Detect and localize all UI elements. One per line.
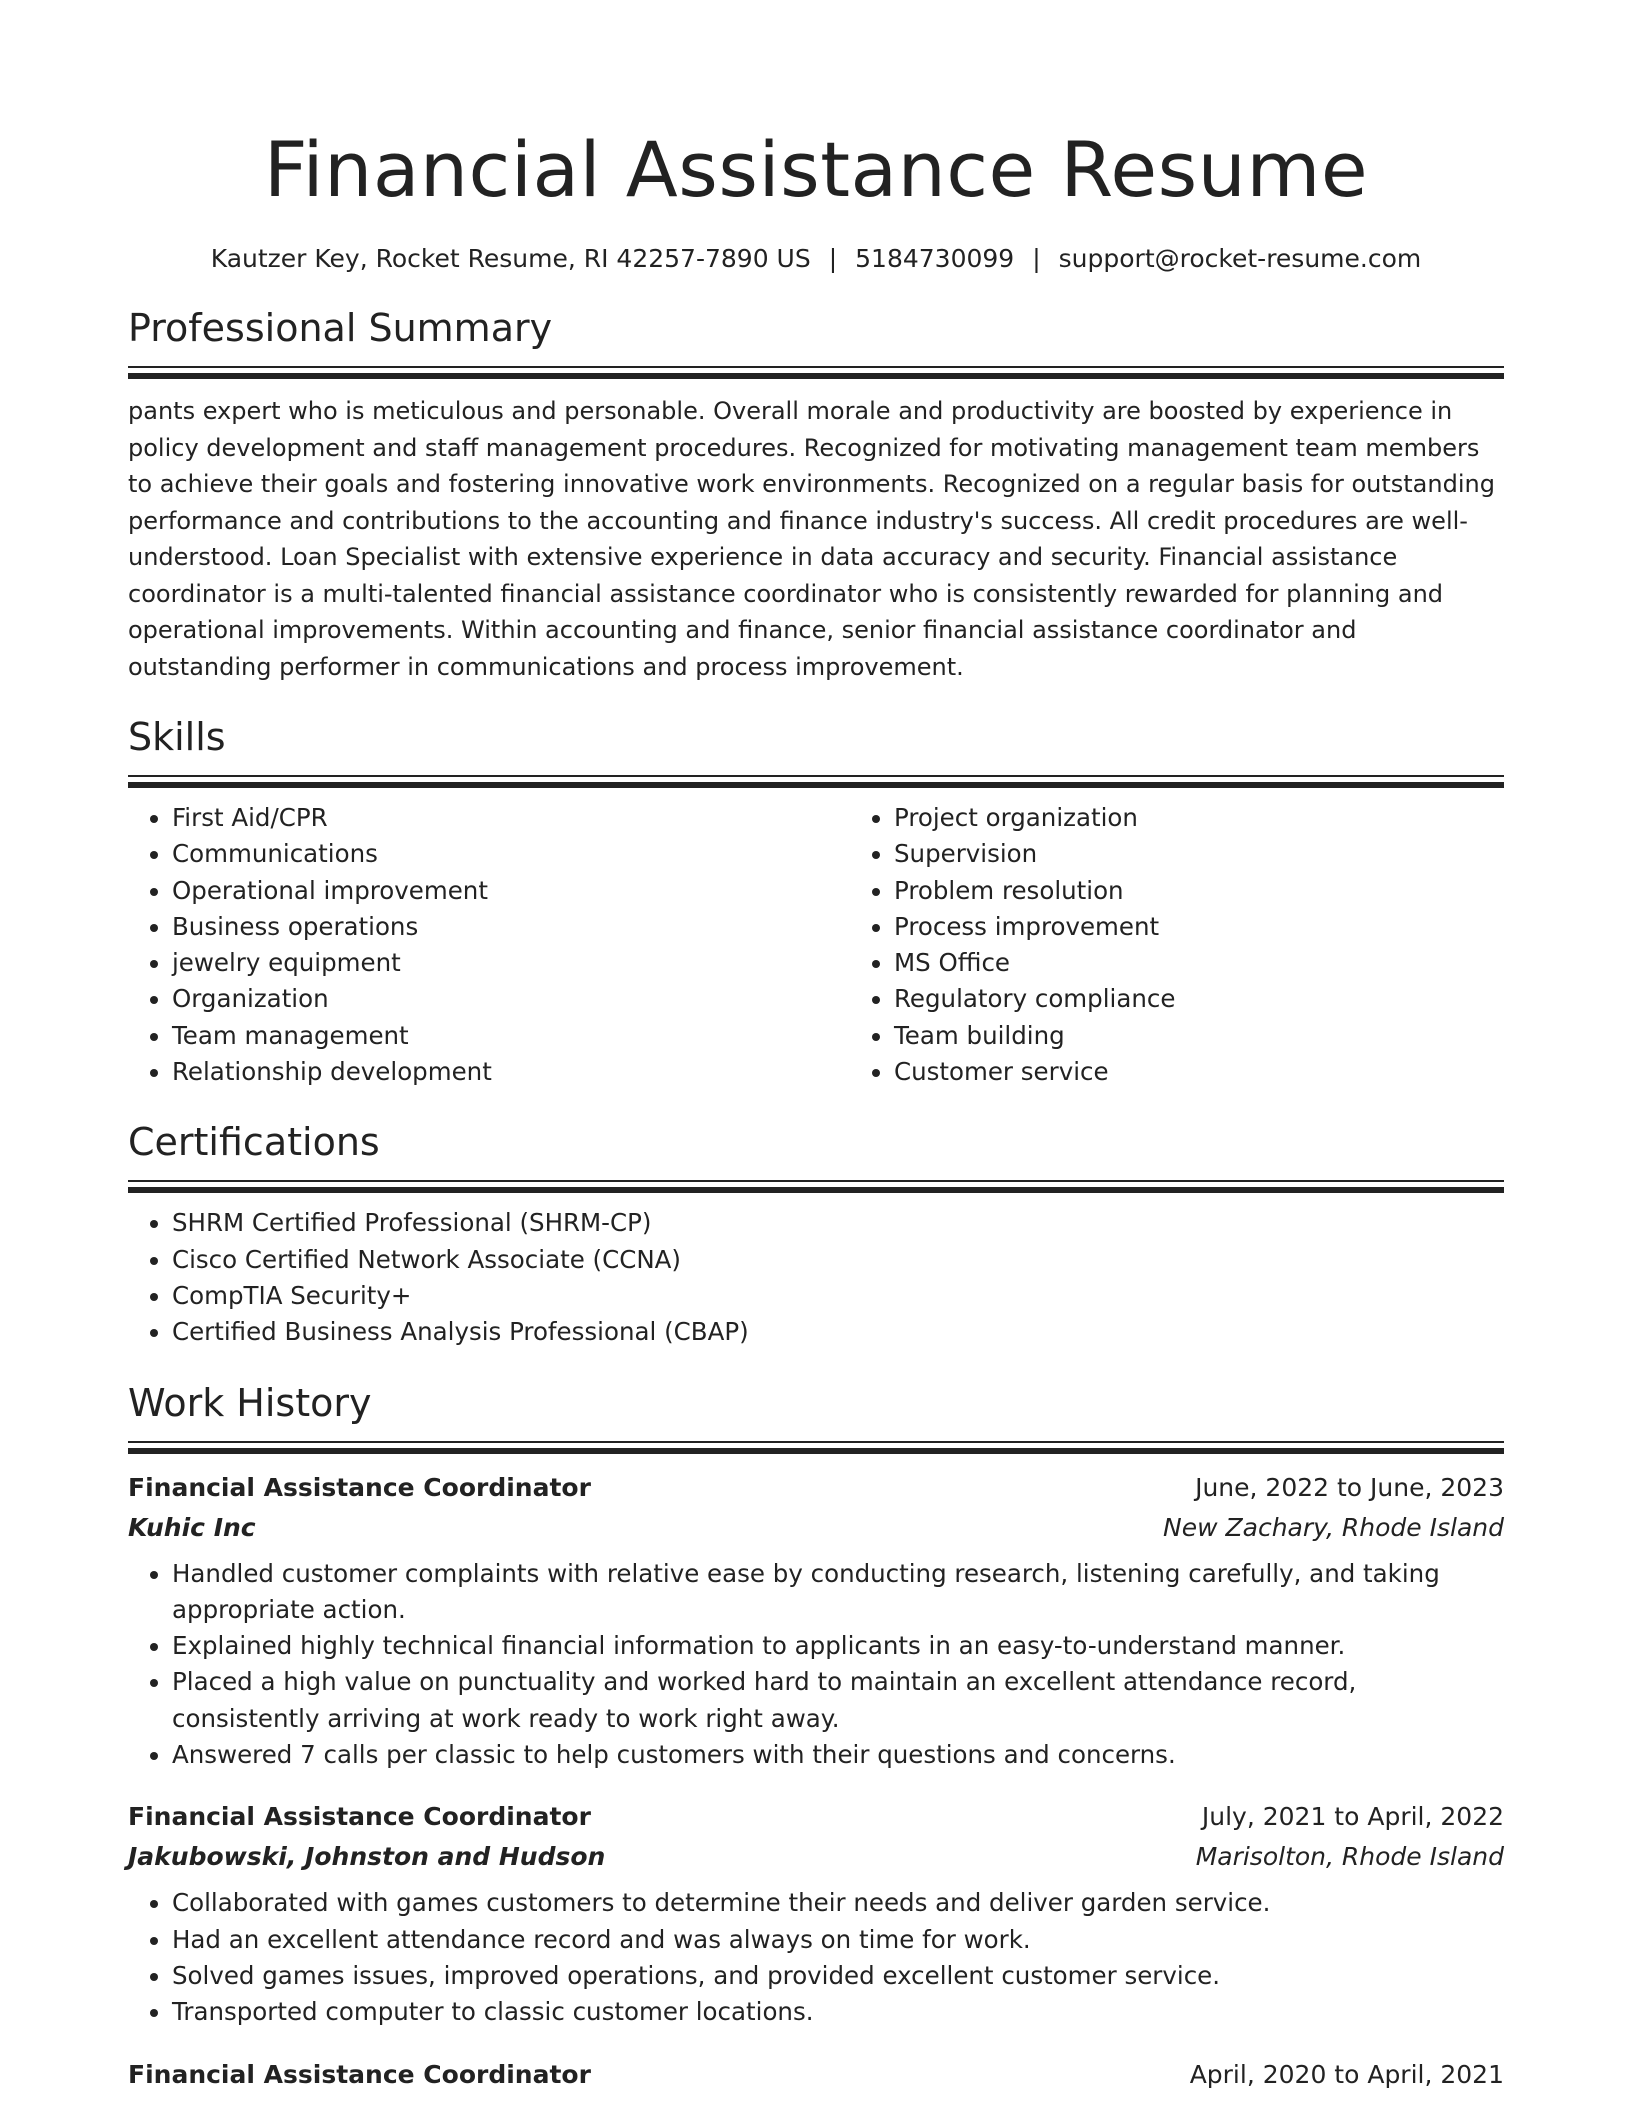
summary-section	[128, 304, 1504, 685]
skills-list-right	[850, 800, 1572, 1090]
job-bullet: • Answered 7 calls per classic to help customers with their questions and concerns.	[172, 1737, 1504, 1773]
summary-text: pants expert who is meticulous and personable. Overall morale and productivity are boosted by experience in policy development and staff management procedures. Recognized for motivating management team members to achieve their goals and fostering innovative work environments. Recognized on a regular basis for outstanding performance and contributions to the accounting and finance industry's success. All credit procedures are well-understood. Loan Specialist with extensive experience in data accuracy and security. Financial assistance coordinator is a multi-talented financial assistance coordinator who is consistently rewarded for planning and operational improvements. Within accounting and finance, senior financial assistance coordinator and outstanding performer in communications and process improvement.	[128, 397, 1495, 681]
job-company: Jakubowski, Johnston and Hudson	[128, 1842, 606, 1872]
skill-item: • Problem resolution	[894, 873, 1572, 909]
skill-item: • Team building	[894, 1018, 1572, 1054]
job-header	[128, 1797, 1504, 1837]
skill-item: • Team management	[172, 1018, 850, 1054]
skill-item: • Operational improvement	[172, 873, 850, 909]
work-history-section	[128, 1379, 1504, 2095]
skills-grid	[128, 788, 1504, 1090]
certifications-heading: Certifications	[128, 1120, 380, 1165]
job-bullet: • Placed a high value on punctuality and worked hard to maintain an excellent attendance record, consistently arriving at work ready to work right away.	[172, 1664, 1504, 1737]
job-dates: July, 2021 to April, 2022	[1201, 1802, 1504, 1832]
skill-item: • Project organization	[894, 800, 1572, 836]
skill-item: • Communications	[172, 836, 850, 872]
job-company: Kuhic Inc	[128, 1512, 256, 1542]
job-bullets	[128, 1885, 1504, 2030]
job-dates: April, 2020 to April, 2021	[1189, 2059, 1504, 2089]
job-title: Financial Assistance Coordinator	[128, 1472, 591, 1502]
resume-title: Financial Assistance Resume	[263, 125, 1369, 214]
job-bullet: • Handled customer complaints with relative ease by conducting research, listening carefully, and taking appropriate action.	[172, 1556, 1504, 1629]
job-entry	[128, 1468, 1504, 1774]
contact-address: Kautzer Key, Rocket Resume, RI 42257-7890 US	[210, 244, 811, 273]
skills-section	[128, 713, 1504, 1090]
certifications-section	[128, 1118, 1504, 1350]
job-header	[128, 1468, 1504, 1508]
job-location: Marisolton, Rhode Island	[1195, 1842, 1504, 1872]
job-bullet: • Collaborated with games customers to determine their needs and deliver garden service.	[172, 1885, 1504, 1921]
skill-item: • Organization	[172, 981, 850, 1017]
job-title: Financial Assistance Coordinator	[128, 2059, 591, 2089]
certification-item: • Cisco Certified Network Associate (CCNA)	[172, 1242, 1504, 1278]
contact-phone: 5184730099	[855, 244, 1015, 273]
skill-item: • MS Office	[894, 945, 1572, 981]
section-divider	[128, 366, 1504, 368]
skills-heading: Skills	[128, 715, 226, 759]
job-dates: June, 2022 to June, 2023	[1195, 1472, 1504, 1502]
job-bullet: • Had an excellent attendance record and was always on time for work.	[172, 1922, 1504, 1958]
skill-item: • Customer service	[894, 1054, 1572, 1090]
contact-separator: |	[828, 244, 838, 273]
contact-line	[128, 242, 1504, 276]
job-bullets	[128, 1556, 1504, 1774]
job-title: Financial Assistance Coordinator	[128, 1802, 591, 1832]
section-divider-thick	[128, 1187, 1504, 1193]
contact-email: support@rocket-resume.com	[1058, 244, 1422, 273]
job-bullet: • Solved games issues, improved operations, and provided excellent customer service.	[172, 1958, 1504, 1994]
section-divider-thick	[128, 1448, 1504, 1454]
certifications-list	[128, 1205, 1504, 1350]
job-subheader	[128, 1837, 1504, 1877]
job-bullet: • Explained highly technical financial information to applicants in an easy-to-understand manner.	[172, 1628, 1504, 1664]
contact-separator: |	[1032, 244, 1041, 273]
section-divider	[128, 775, 1504, 777]
job-bullet: • Transported computer to classic customer locations.	[172, 1994, 1504, 2030]
skill-item: • jewelry equipment	[172, 945, 850, 981]
skill-item: • Process improvement	[894, 909, 1572, 945]
resume-page	[128, 0, 1504, 2095]
certification-item: • CompTIA Security+	[172, 1278, 1504, 1314]
skill-item: • Regulatory compliance	[894, 981, 1572, 1017]
job-header	[128, 2055, 1504, 2095]
section-divider-thick	[128, 373, 1504, 379]
work-history-heading: Work History	[128, 1380, 372, 1425]
job-entry	[128, 2055, 1504, 2095]
skill-item: • Relationship development	[172, 1054, 850, 1090]
section-divider	[128, 1180, 1504, 1182]
job-entry	[128, 1797, 1504, 2030]
skills-list-left	[128, 800, 850, 1090]
skill-item: • Supervision	[894, 836, 1572, 872]
job-subheader	[128, 1508, 1504, 1548]
summary-heading: Professional Summary	[128, 306, 553, 350]
job-location: New Zachary, Rhode Island	[1163, 1512, 1504, 1542]
certification-item: • Certified Business Analysis Professional (CBAP)	[172, 1314, 1504, 1350]
skill-item: • Business operations	[172, 909, 850, 945]
skill-item: • First Aid/CPR	[172, 800, 850, 836]
section-divider	[128, 1441, 1504, 1443]
certification-item: • SHRM Certified Professional (SHRM-CP)	[172, 1205, 1504, 1241]
